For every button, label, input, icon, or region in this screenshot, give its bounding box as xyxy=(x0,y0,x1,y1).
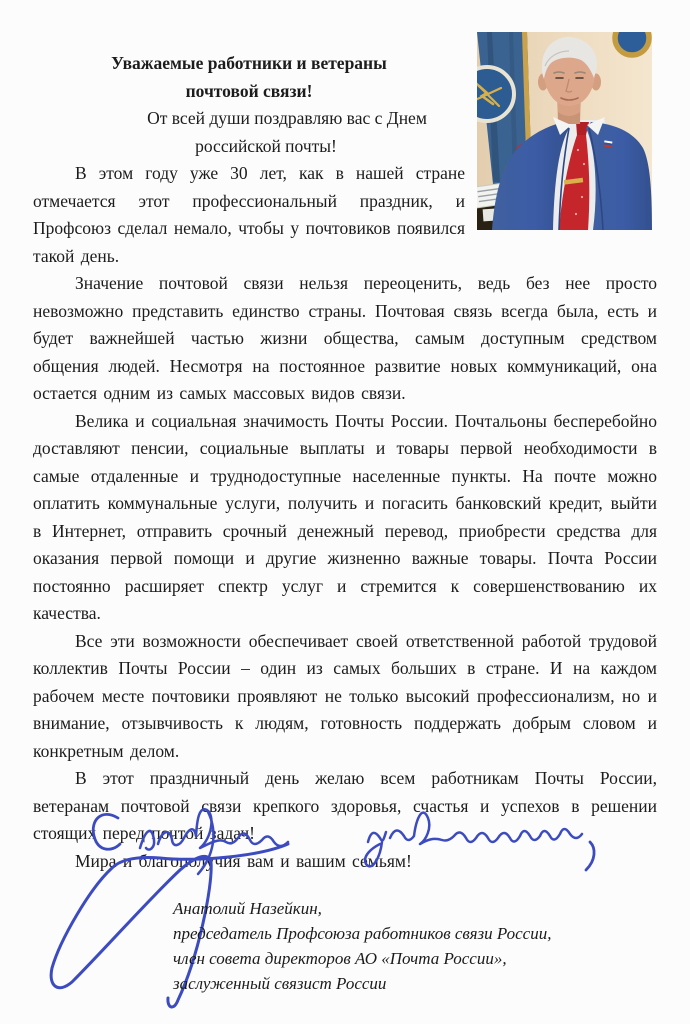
body-paragraph-4: Все эти возможности обеспечивает своей ответственной работой трудовой коллектив Почты России – один из самых больших в стране. И на каждом рабочем месте почтовики проявляют не только высокий профессионализм, но и внимание, отзывчивость к людям, готовность поддержать добрым словом и конкретным делом. xyxy=(33,630,657,761)
signatory-title-2: член совета директоров АО «Почта России», xyxy=(173,949,507,968)
letter-title-line2: почтовой связи! xyxy=(185,80,313,101)
signatory-title-1: председатель Профсоюза работников связи России, xyxy=(173,924,552,943)
letter-title-line1: Уважаемые работники и ветераны xyxy=(111,53,387,73)
flag-pin xyxy=(604,140,613,147)
portrait-photo xyxy=(477,32,652,230)
signatory-title-3: заслуженный связист России xyxy=(173,974,387,993)
signatory-name: Анатолий Назейкин, xyxy=(173,899,322,918)
body-paragraph-3: Велика и социальная значимость Почты России. Почтальоны бесперебойно доставляют пенсии, социальные выплаты и товары первой необходимости в самые отдаленные и труднодоступные населенные пункты. На почте можно оплатить коммунальные услуги, получить и погасить банковский кредит, выйти в Интернет, отправить срочный денежный перевод, приобрести средства для оказания первой помощи и другие жизненно важные товары. Почта России постоянно расширяет спектр услуг и стремится к совершенствованию их качества. xyxy=(33,410,657,623)
body-paragraph-2: Значение почтовой связи нельзя переоценить, ведь без нее просто невозможно представить единство страны. Почтовая связь всегда была, есть и будет важнейшей частью жизни общества, самым доступным средством общения людей. Несмотря на постоянное развитие новых коммуникаций, она остается одним из самых массовых видов связи. xyxy=(33,273,657,403)
signature-area xyxy=(0,795,690,1024)
signatory-block xyxy=(173,896,551,996)
greeting-paragraph: От всей души поздравляю вас с Днем российской почты! xyxy=(147,108,427,156)
closing-paragraph: Мира и благополучия вам и вашим семьям! xyxy=(75,850,412,871)
body-paragraph-1: В этом году уже 30 лет, как в нашей стране отмечается этот профессиональный праздник, и Профсоюз сделал немало, чтобы у почтовиков появился такой день. xyxy=(33,163,465,266)
wall-seal xyxy=(615,32,649,55)
body-paragraph-5: В этот праздничный день желаю всем работникам Почты России, ветеранам почтовой связи крепкого здоровья, счастья и успехов в решении стоящих перед почтой задач! xyxy=(33,768,657,843)
